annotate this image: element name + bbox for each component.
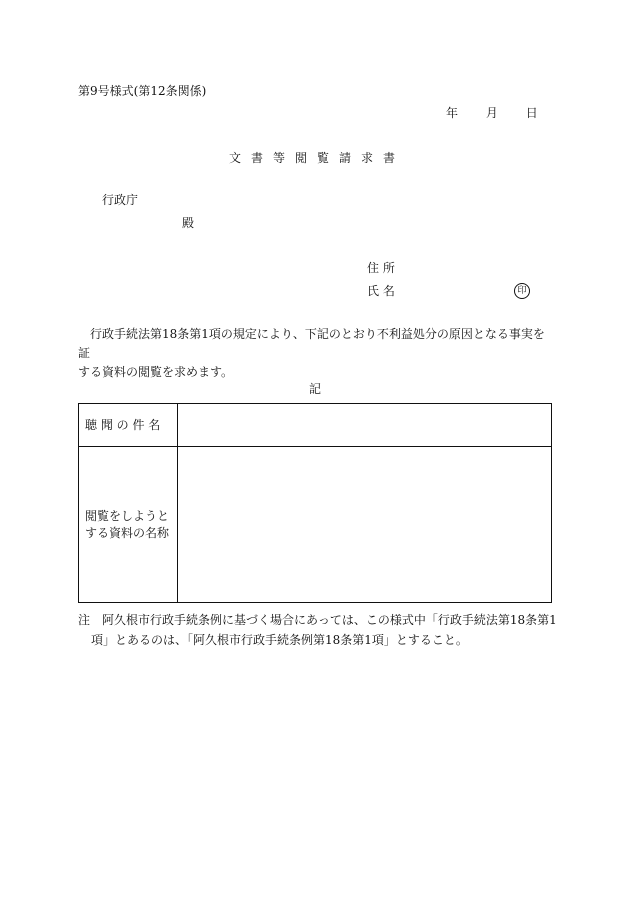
document-title: 文書等閲覧請求書 xyxy=(229,151,406,165)
name-label: 氏 名 xyxy=(367,284,395,298)
form-number: 第9号様式(第12条関係) xyxy=(78,84,207,98)
footnote-line-2: 項」とあるのは、「阿久根市行政手続条例第18条第1項」とすること。 xyxy=(91,633,468,647)
addressee-agency: 行政庁 xyxy=(102,193,139,207)
date-line xyxy=(446,106,538,120)
date-month-label: 月 xyxy=(485,106,498,120)
hearing-subject-field[interactable] xyxy=(178,404,552,447)
addressee-honorific: 殿 xyxy=(182,216,195,230)
date-year-label: 年 xyxy=(446,106,459,120)
address-label: 住 所 xyxy=(367,261,395,275)
hearing-subject-label: 聴 聞 の 件 名 xyxy=(79,404,178,447)
footnote xyxy=(78,610,558,650)
request-table xyxy=(78,403,552,603)
ki-heading: 記 xyxy=(309,382,322,396)
request-statement xyxy=(78,325,554,382)
date-day-label: 日 xyxy=(525,106,538,120)
footnote-line-1: 注 阿久根市行政手続条例に基づく場合にあっては、この様式中「行政手続法第18条第1 xyxy=(78,613,557,627)
document-name-label-line-2: する資料の名称 xyxy=(85,525,170,540)
document-name-label xyxy=(79,447,178,603)
table-row-document-name xyxy=(79,447,552,603)
document-name-field[interactable] xyxy=(178,447,552,603)
seal-mark: 印 xyxy=(514,283,530,299)
request-statement-line-2: する資料の閲覧を求めます。 xyxy=(78,365,234,379)
document-name-label-line-1: 閲覧をしようと xyxy=(85,508,170,523)
table-row-hearing-subject xyxy=(79,404,552,447)
request-statement-line-1: 行政手続法第18条第1項の規定により、下記のとおり不利益処分の原因となる事実を証 xyxy=(78,327,545,360)
